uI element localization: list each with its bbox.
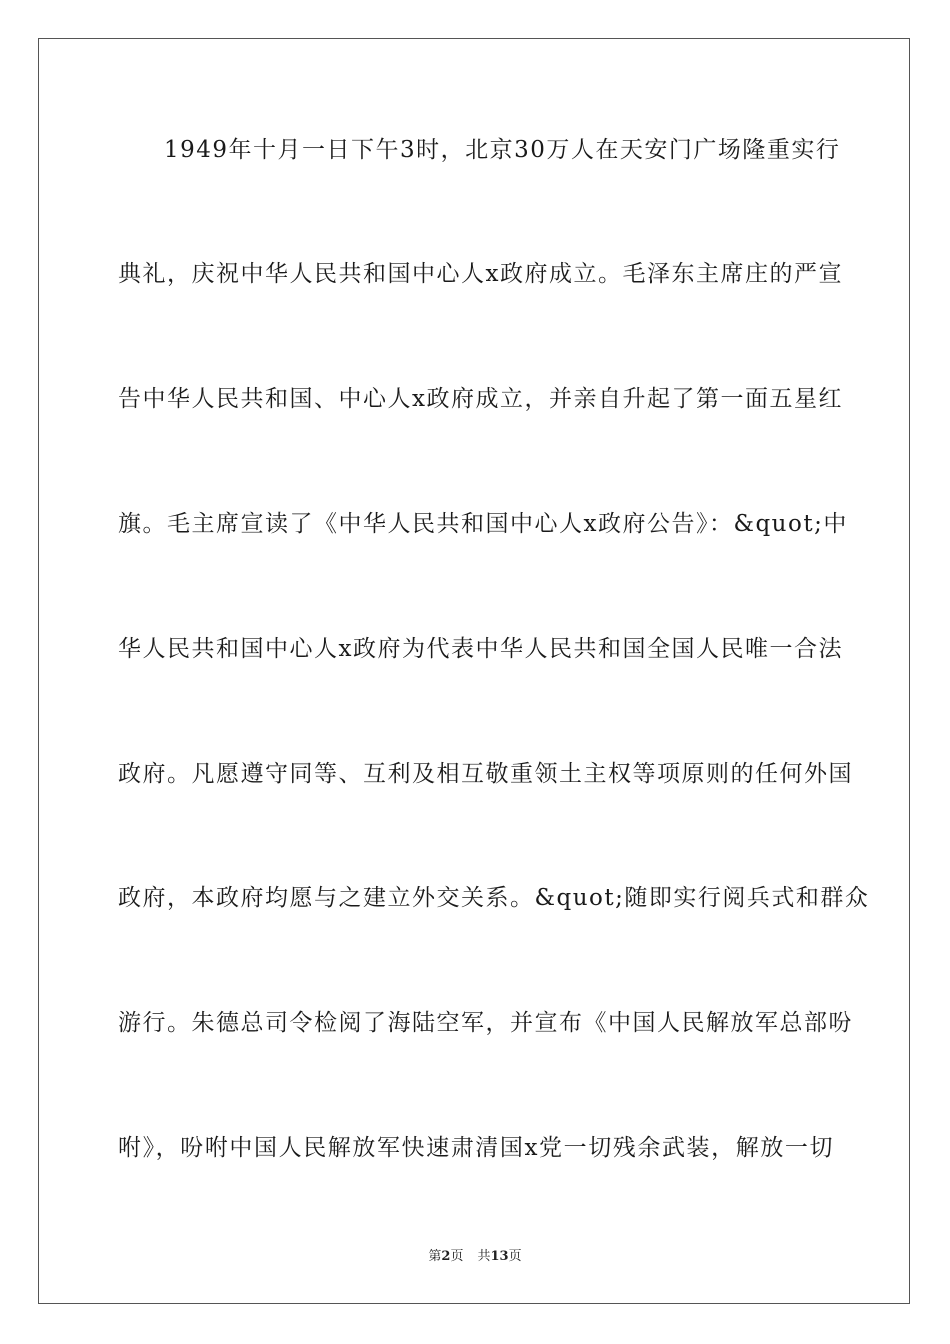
total-label-suffix: 页 [508, 1249, 522, 1264]
paragraph-line: 1949年十月一日下午3时，北京30万人在天安门广场隆重实行 [164, 137, 841, 163]
total-pages: 13 [490, 1249, 509, 1264]
page-border [38, 38, 910, 1304]
page-footer [0, 1248, 950, 1266]
page-label-suffix: 页 [450, 1249, 464, 1264]
paragraph-line: 典礼，庆祝中华人民共和国中心人x政府成立。毛泽东主席庄的严宣 [118, 261, 843, 287]
paragraph-line: 咐》，吩咐中国人民解放军快速肃清国x党一切残余武装，解放一切 [118, 1135, 834, 1161]
paragraph-line: 旗。毛主席宣读了《中华人民共和国中心人x政府公告》：&quot;中 [118, 511, 848, 537]
paragraph-line: 政府，本政府均愿与之建立外交关系。&quot;随即实行阅兵式和群众 [118, 885, 870, 911]
total-label-prefix: 共 [477, 1249, 491, 1264]
paragraph-line: 华人民共和国中心人x政府为代表中华人民共和国全国人民唯一合法 [118, 636, 843, 662]
page-number: 2 [441, 1249, 451, 1264]
paragraph-line: 游行。朱德总司令检阅了海陆空军，并宣布《中国人民解放军总部吩 [118, 1010, 853, 1036]
page-label-prefix: 第 [428, 1249, 442, 1264]
paragraph-line: 告中华人民共和国、中心人x政府成立，并亲自升起了第一面五星红 [118, 386, 843, 412]
paragraph-line: 政府。凡愿遵守同等、互利及相互敬重领土主权等项原则的任何外国 [118, 761, 853, 787]
